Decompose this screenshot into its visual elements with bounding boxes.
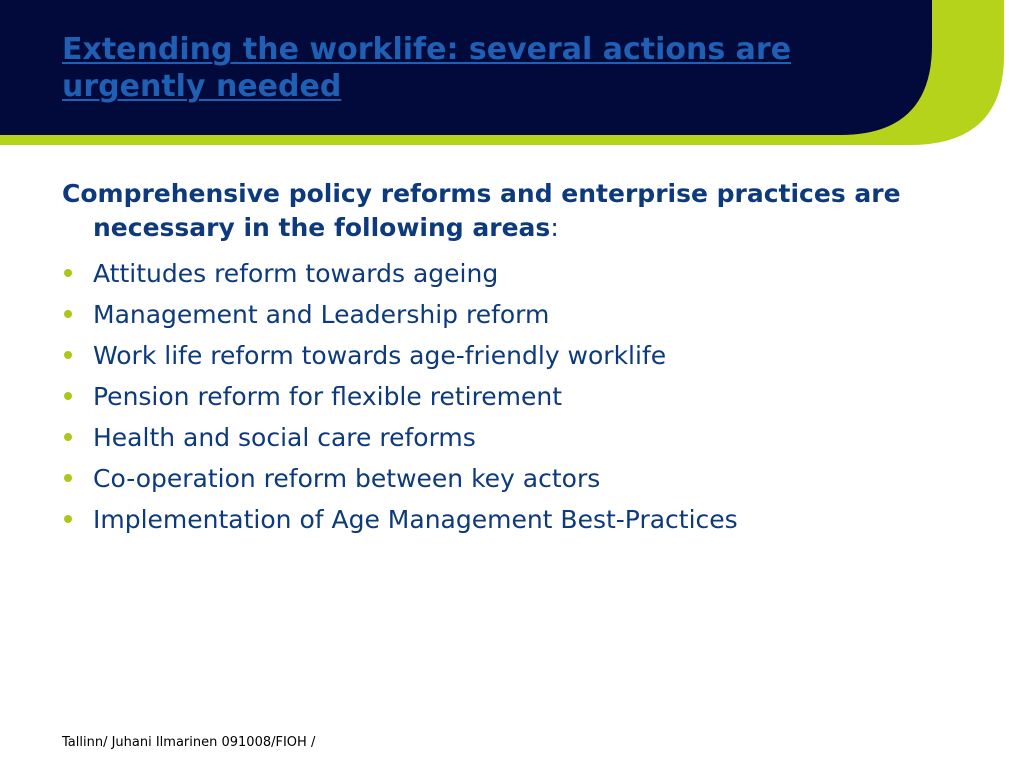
intro-paragraph <box>62 177 962 245</box>
bullet-dot-icon <box>64 433 72 441</box>
bullet-dot-icon <box>64 310 72 318</box>
list-item-text: Co-operation reform between key actors <box>93 464 601 493</box>
list-item <box>62 253 962 294</box>
list-item <box>62 335 962 376</box>
list-item-text: Implementation of Age Management Best-Practices <box>93 505 738 534</box>
intro-bold-text: Comprehensive policy reforms and enterprise practices are necessary in the following areas <box>62 179 901 242</box>
bullet-dot-icon <box>64 474 72 482</box>
slide-body <box>62 177 962 540</box>
list-item <box>62 499 962 540</box>
bullet-dot-icon <box>64 515 72 523</box>
list-item-text: Health and social care reforms <box>93 423 476 452</box>
intro-colon: : <box>550 213 559 242</box>
reform-areas-list <box>62 253 962 540</box>
bullet-dot-icon <box>64 392 72 400</box>
list-item <box>62 376 962 417</box>
list-item-text: Pension reform for flexible retirement <box>93 382 563 411</box>
list-item-text: Attitudes reform towards ageing <box>93 259 499 288</box>
list-item-text: Work life reform towards age-friendly worklife <box>93 341 667 370</box>
footer-text: Tallinn/ Juhani Ilmarinen 091008/FIOH / <box>62 735 316 750</box>
list-item <box>62 417 962 458</box>
list-item-text: Management and Leadership reform <box>93 300 550 329</box>
bullet-dot-icon <box>64 269 72 277</box>
slide-title: Extending the worklife: several actions are urgently needed <box>62 32 792 104</box>
bullet-dot-icon <box>64 351 72 359</box>
list-item <box>62 294 962 335</box>
list-item <box>62 458 962 499</box>
